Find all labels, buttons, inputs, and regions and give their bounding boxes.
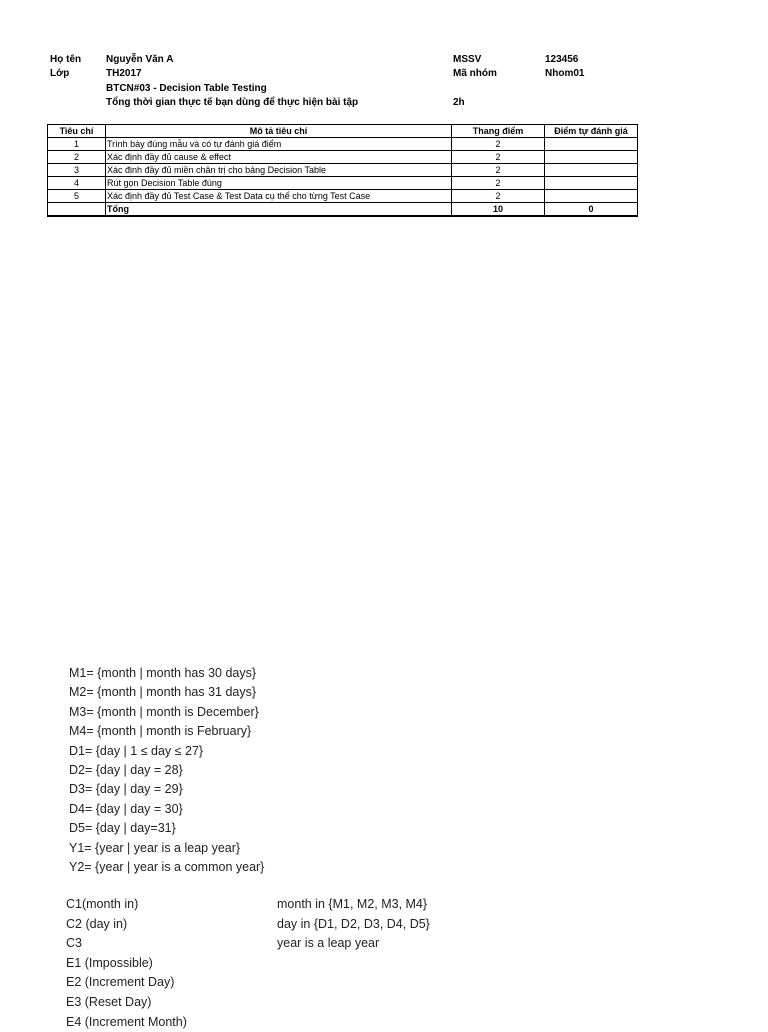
condition-value: month in {M1, M2, M3, M4} xyxy=(277,897,428,911)
definition-line: D1= {day | 1 ≤ day ≤ 27} xyxy=(69,743,204,758)
student-id-value: 123456 xyxy=(545,54,579,65)
table-row xyxy=(48,138,638,151)
criterion-description: Xác định đầy đủ cause & effect xyxy=(106,151,452,164)
criterion-description: Xác định đầy đủ Test Case & Test Data cụ thể cho từng Test Case xyxy=(106,190,452,203)
criterion-description: Xác định đầy đủ miền chân trị cho bảng Decision Table xyxy=(106,164,452,177)
criterion-self-score[interactable] xyxy=(545,177,638,190)
criterion-id: 2 xyxy=(48,151,106,164)
group-value: Nhom01 xyxy=(545,68,585,79)
column-header: Thang điểm xyxy=(452,125,545,138)
class-label: Lớp xyxy=(50,68,70,79)
definition-line: M1= {month | month has 30 days} xyxy=(69,666,257,680)
criterion-self-score[interactable] xyxy=(545,138,638,151)
assignment-title: BTCN#03 - Decision Table Testing xyxy=(106,83,267,94)
definition-line: Y1= {year | year is a leap year} xyxy=(69,840,241,855)
criterion-max-score: 2 xyxy=(452,164,545,177)
total-id-cell xyxy=(48,203,106,217)
total-label: Tổng xyxy=(106,203,452,217)
effect-label: E4 (Increment Month) xyxy=(66,1014,187,1029)
definition-line: M2= {month | month has 31 days} xyxy=(69,685,257,700)
time-label: Tổng thời gian thực tế bạn dùng để thực hiện bài tập xyxy=(106,97,359,108)
criterion-id: 5 xyxy=(48,190,106,203)
criterion-id: 1 xyxy=(48,138,106,151)
definition-line: D4= {day | day = 30} xyxy=(69,801,183,816)
criterion-self-score[interactable] xyxy=(545,164,638,177)
definition-line: Y2= {year | year is a common year} xyxy=(69,859,265,874)
effect-label: E1 (Impossible) xyxy=(66,955,153,970)
total-self-score: 0 xyxy=(545,203,638,217)
student-id-label: MSSV xyxy=(453,54,482,65)
class-value: TH2017 xyxy=(106,68,142,79)
column-header: Mô tả tiêu chí xyxy=(106,125,452,138)
criterion-self-score[interactable] xyxy=(545,151,638,164)
criterion-max-score: 2 xyxy=(452,190,545,203)
table-row xyxy=(48,190,638,203)
criterion-self-score[interactable] xyxy=(545,190,638,203)
table-row xyxy=(48,177,638,190)
effect-label: E3 (Reset Day) xyxy=(66,994,152,1009)
name-value: Nguyễn Văn A xyxy=(106,54,174,65)
name-label: Họ tên xyxy=(50,54,82,65)
column-header: Điểm tự đánh giá xyxy=(545,125,638,138)
group-label: Mã nhóm xyxy=(453,68,497,79)
total-max-score: 10 xyxy=(452,203,545,217)
criterion-description: Trình bày đúng mẫu và có tự đánh giá điểm xyxy=(106,138,452,151)
criterion-max-score: 2 xyxy=(452,138,545,151)
definition-line: D2= {day | day = 28} xyxy=(69,762,183,777)
condition-value: day in {D1, D2, D3, D4, D5} xyxy=(277,916,430,931)
criterion-id: 4 xyxy=(48,177,106,190)
criterion-description: Rút gọn Decision Table đúng xyxy=(106,177,452,190)
condition-label: C2 (day in) xyxy=(66,916,128,931)
grading-table-header xyxy=(48,125,638,138)
table-row xyxy=(48,164,638,177)
set-definitions xyxy=(69,664,264,877)
definition-line: M4= {month | month is February} xyxy=(69,724,252,739)
effect-label: E2 (Increment Day) xyxy=(66,975,175,990)
grading-table xyxy=(47,124,638,217)
definition-line: D5= {day | day=31} xyxy=(69,821,176,836)
table-row xyxy=(48,151,638,164)
total-row xyxy=(48,203,638,217)
column-header: Tiêu chí xyxy=(48,125,106,138)
criterion-id: 3 xyxy=(48,164,106,177)
definition-line: D3= {day | day = 29} xyxy=(69,782,183,797)
criterion-max-score: 2 xyxy=(452,177,545,190)
condition-label: C3 xyxy=(66,936,82,951)
condition-label: C1(month in) xyxy=(66,897,139,911)
condition-value: year is a leap year xyxy=(277,936,380,951)
criterion-max-score: 2 xyxy=(452,151,545,164)
time-value: 2h xyxy=(453,97,465,108)
definition-line: M3= {month | month is December} xyxy=(69,704,259,719)
